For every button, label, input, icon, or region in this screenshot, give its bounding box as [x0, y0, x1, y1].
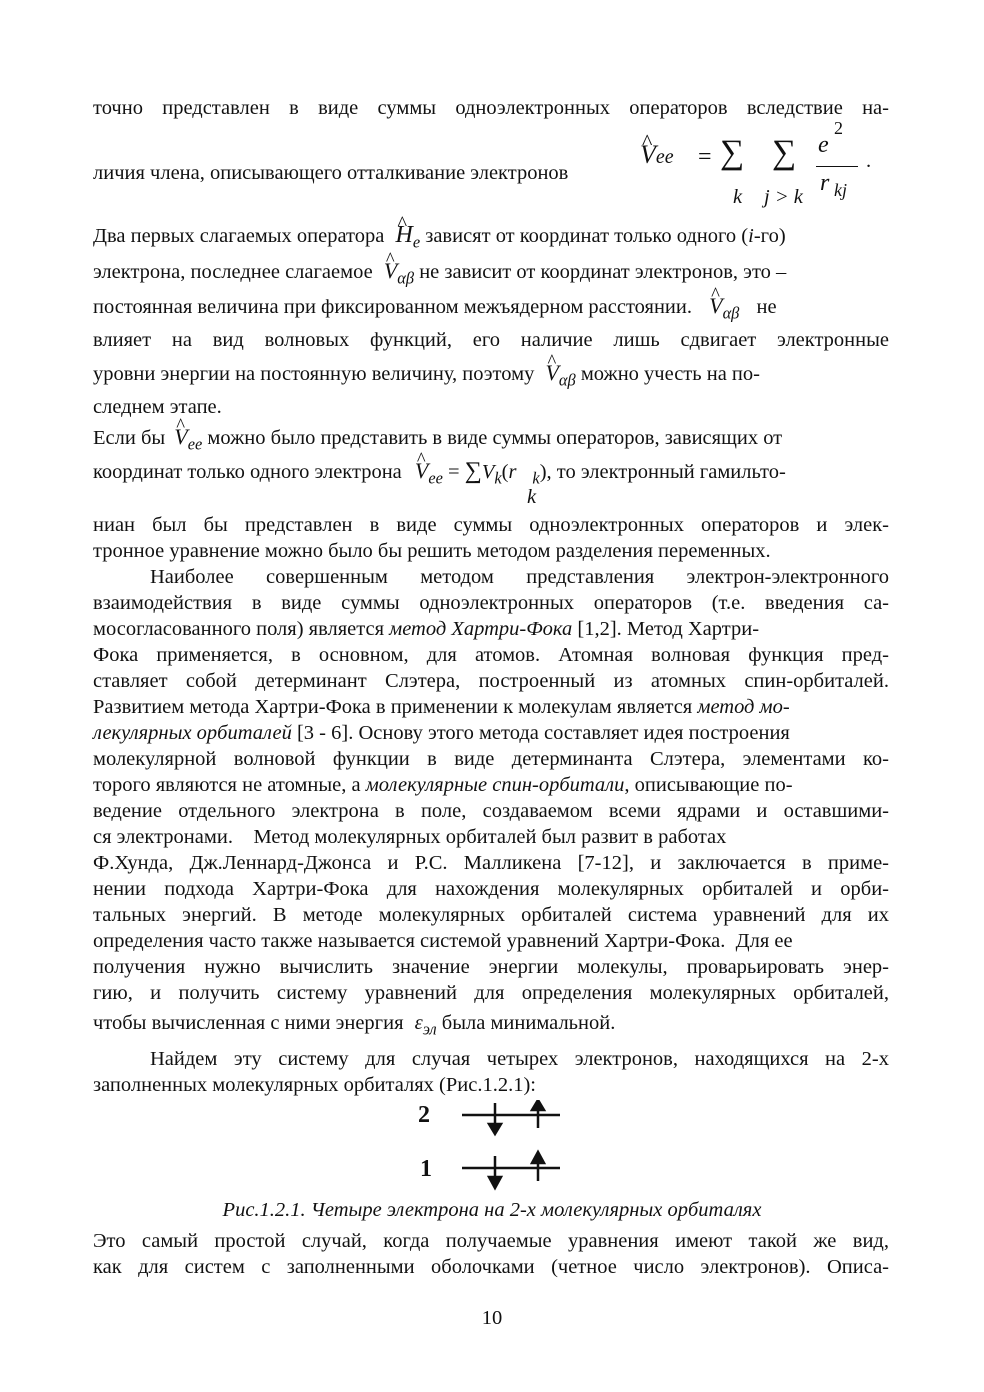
text-line: чтобы вычисленная с ними энергия $\varepsilon_{эл}$ была минимальной.	[93, 1012, 616, 1039]
figure-caption: Рис.1.2.1. Четыре электрона на 2-х молекулярных орбиталях	[222, 1199, 762, 1221]
text-line: тронное уравнение можно было бы решить методом разделения переменных.	[93, 540, 771, 562]
text-line: уровни энергии на постоянную величину, поэтому ^ $V_{\alpha\beta}$ можно учесть на по-	[93, 360, 889, 387]
text-line: следнем этапе.	[93, 396, 222, 418]
text-line: взаимодействия в виде суммы одноэлектронных операторов (т.е. введения са-	[93, 592, 889, 614]
text-line: получения нужно вычислить значение энергии молекулы, проварьировать энер-	[93, 956, 889, 978]
text-line: определения часто также называется системой уравнений Хартри-Фока. Для ее	[93, 930, 793, 952]
level-label: 1	[420, 1156, 432, 1182]
text-line: ниан был бы представлен в виде суммы одноэлектронных операторов и элек-	[93, 514, 889, 536]
text-line: Если бы ^ $V_{ee}$ можно было представить в виде суммы операторов, зависящих от	[93, 424, 889, 451]
text-line: Это самый простой случай, когда получаемые уравнения имеют такой же вид,	[93, 1230, 889, 1252]
text-line: Развитием метода Хартри-Фока в применении к молекулам является метод мо-	[93, 696, 790, 718]
text-line: торого являются не атомные, а молекулярные спин-орбитали, описывающие по-	[93, 774, 793, 796]
text-line: тальных энергий. В методе молекулярных орбиталей система уравнений для их	[93, 904, 889, 926]
vee-formula: ^ Vee = ∑ k ∑ j > k e 2 r kj .	[640, 140, 674, 170]
text-line: личия члена, описывающего отталкивание электронов	[93, 162, 569, 184]
text-line: точно представлен в виде суммы одноэлектронных операторов вследствие на-	[93, 97, 889, 119]
text-line: ставляет собой детерминант Слэтера, построенный из атомных спин-орбиталей.	[93, 670, 889, 692]
text-line: гию, и получить систему уравнений для определения молекулярных орбиталей,	[93, 982, 889, 1004]
text-line: молекулярной волновой функции в виде детерминанта Слэтера, элементами ко-	[93, 748, 889, 770]
electron-arrows-icon	[410, 1100, 590, 1195]
page-number: 10	[481, 1307, 503, 1329]
text-line: нении подхода Хартри-Фока для нахождения молекулярных орбиталей и орби-	[93, 878, 889, 900]
text-line: ведение отдельного электрона в поле, создаваемом всеми ядрами и оставшими-	[93, 800, 889, 822]
text-line: координат только одного электрона ^ $V_{ee}$ = $\sum V_k(r⃗_k)$, то электронный гамильто-	[93, 458, 889, 485]
text-line: электрона, последнее слагаемое ^ $V_{\alpha\beta}$ не зависит от координат электронов, это –	[93, 258, 889, 285]
text-line: Два первых слагаемых оператора ^ $H_e$ зависят от координат только одного (i-го)	[93, 222, 889, 249]
text-line: ся электронами. Метод молекулярных орбиталей был развит в работах	[93, 826, 727, 848]
text-line: мосогласованного поля) является метод Хартри-Фока [1,2]. Метод Хартри-	[93, 618, 760, 640]
sum-index: k	[527, 486, 537, 508]
text-line: влияет на вид волновых функций, его наличие лишь сдвигает электронные	[93, 329, 889, 351]
text-line: лекулярных орбиталей [3 - 6]. Основу этого метода составляет идея построения	[93, 722, 790, 744]
orbital-diagram	[410, 1100, 590, 1195]
text-line: Найдем эту систему для случая четырех электронов, находящихся на 2-х	[150, 1048, 889, 1070]
text-line: постоянная величина при фиксированном межъядерном расстоянии. ^ $V_{\alpha\beta}$ не	[93, 293, 889, 320]
text-line: Ф.Хунда, Дж.Леннард-Джонса и Р.С. Малликена [7-12], и заключается в приме-	[93, 852, 889, 874]
text-line: как для систем с заполненными оболочками (четное число электронов). Описа-	[93, 1256, 889, 1278]
level-label: 2	[418, 1102, 430, 1128]
text-line: заполненных молекулярных орбиталях (Рис.1.2.1):	[93, 1074, 536, 1096]
text-line: Фока применяется, в основном, для атомов. Атомная волновая функция пред-	[93, 644, 889, 666]
text-line: Наиболее совершенным методом представления электрон-электронного	[150, 566, 889, 588]
